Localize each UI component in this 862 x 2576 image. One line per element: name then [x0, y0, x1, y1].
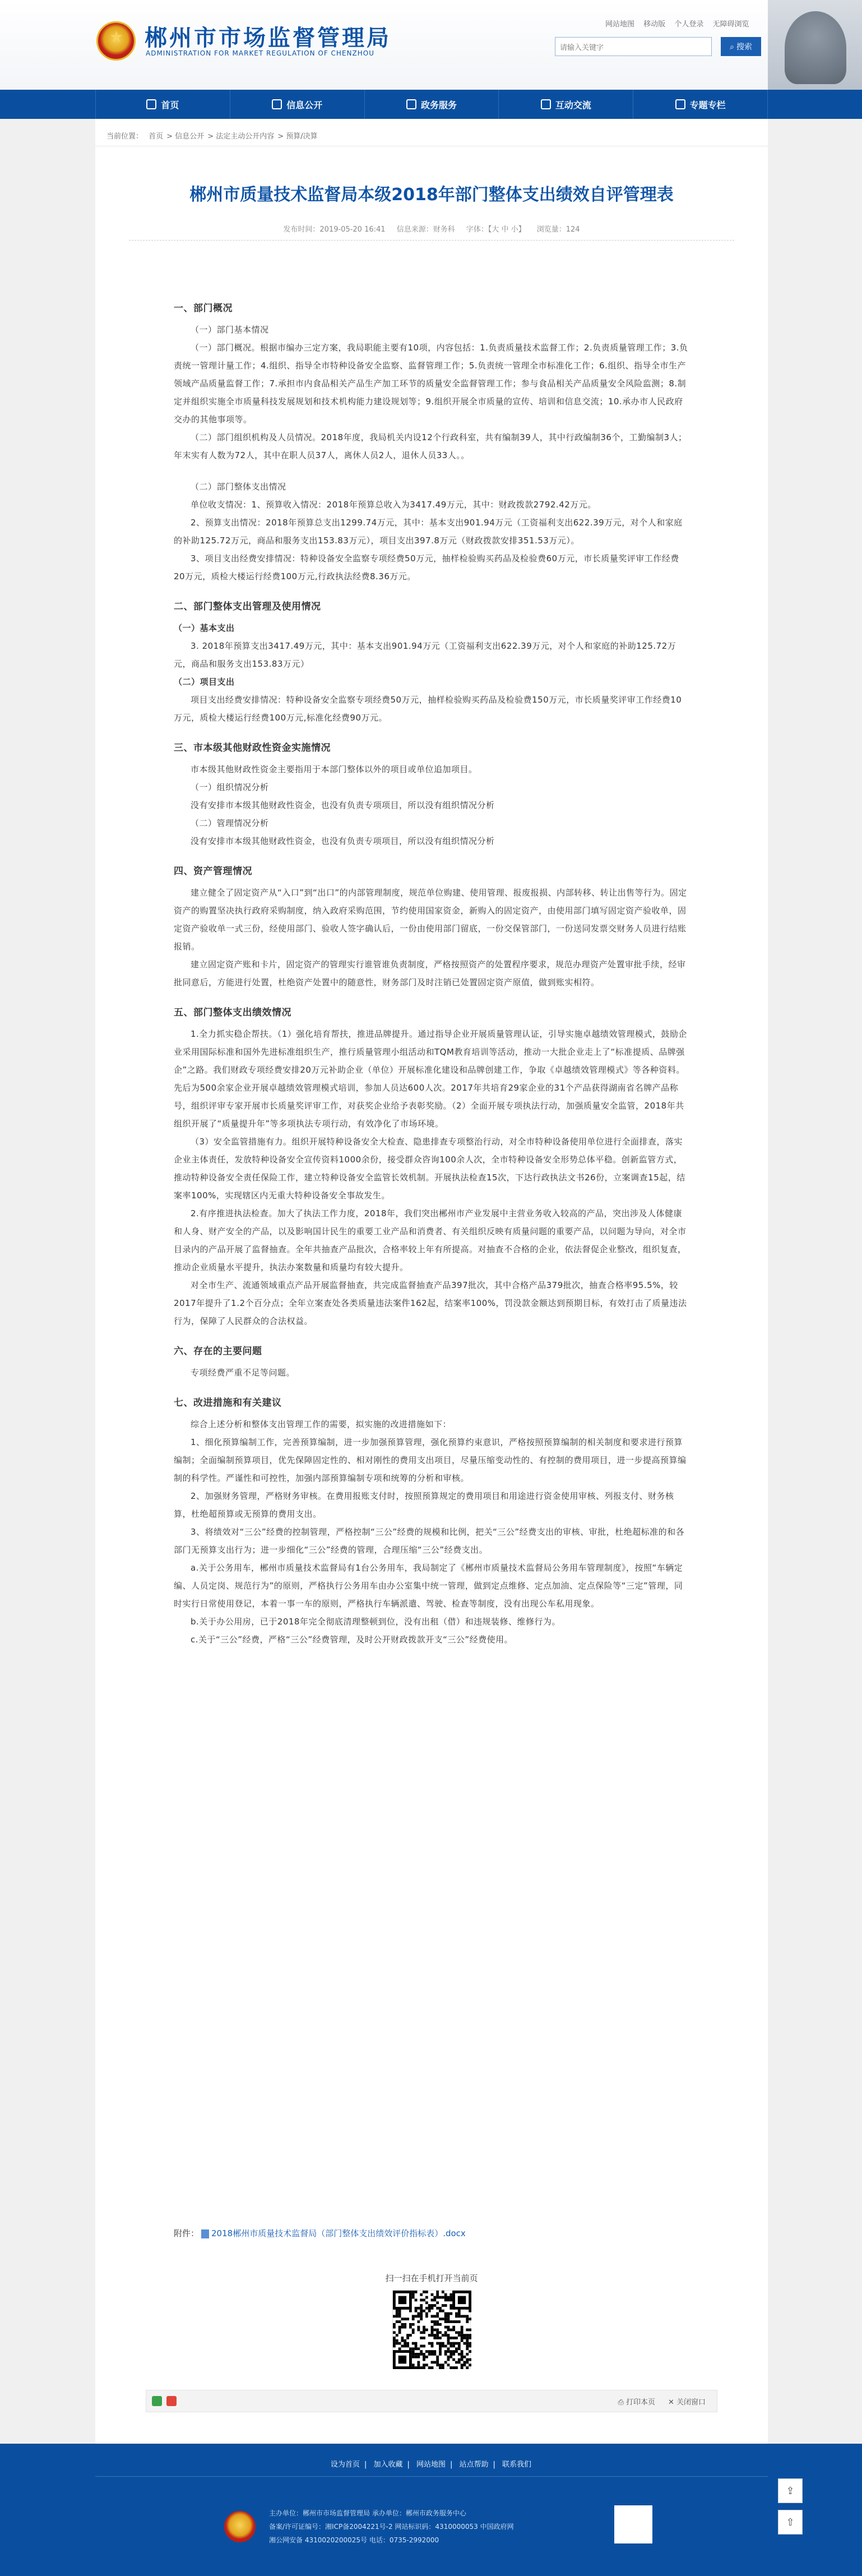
page-qr-code [392, 2290, 471, 2369]
paragraph: c.关于“三公”经费，严格“三公”经费管理，及时公开财政拨款开支“三公”经费使用。 [191, 1635, 513, 1645]
share-icon[interactable]: ⇪ [778, 2478, 803, 2503]
footer-info-line: 备案/许可证编号：湘ICP备2004221号-2 网站标识码：4310000053 中国政府网 [269, 2523, 514, 2531]
top-links [605, 18, 756, 29]
footer-links: 设为首页 | 加入收藏 | 网站地图 | 站点帮助 | 联系我们 [330, 2460, 532, 2469]
section-heading: 五、部门整体支出绩效情况 [174, 1007, 291, 1018]
paragraph: （3）安全监管措施有力。组织开展特种设备安全大检查、隐患排查专项整治行动，对全市特种设备使用单位进行全面排查，落实企业主体责任，发放特种设备安全宣传资料1000余份，接受群众咨询100余人次，全市特种设备安全形势总体平稳。创新监管方式，推动特种设备安全责任保险工作，建立特种设备安全监管长效机制。开展执法检查15次，下达行政执法文书26份，立案调查15起，结案率100%，实现辖区内无重大特种设备安全事故发生。 [174, 1137, 685, 1201]
search-button[interactable] [721, 37, 761, 56]
paragraph: 项目支出经费安排情况：特种设备安全监察专项经费50万元，抽样检验购买药品及检验费150万元，市长质量奖评审工作经费10万元，质检大楼运行经费100万元,标准化经费90万元。 [174, 695, 682, 723]
word-file-icon [201, 2229, 209, 2238]
nav-item-label: 政务服务 [420, 99, 457, 110]
paragraph: （一）基本支出 [174, 623, 235, 633]
search-icon: ⌕ [730, 41, 734, 51]
footer-link-contact[interactable]: 联系我们 [502, 2460, 532, 2469]
site-header [0, 0, 862, 90]
paragraph: （二）部门组织机构及人员情况。2018年度，我局机关内设12个行政科室，共有编制39人，其中行政编制36个，工勤编制3人；年末实有人数为72人，其中在职人员37人，离休人员2人，退休人员33人。。 [174, 432, 687, 460]
paragraph: （二）管理情况分析 [191, 818, 269, 828]
side-tools [778, 2478, 803, 2541]
search-input[interactable] [560, 41, 661, 53]
footer-link-sitemap[interactable]: 网站地图 [416, 2460, 446, 2469]
toplink-login[interactable]: 个人登录 [674, 20, 704, 29]
back-to-top-icon[interactable]: ⇧ [778, 2510, 803, 2535]
footer-info-line: 湘公网安备 4310020200025号 电话：0735-2992000 [269, 2536, 439, 2544]
breadcrumb-legal[interactable]: 法定主动公开内容 [216, 132, 275, 141]
section-heading: 二、部门整体支出管理及使用情况 [174, 601, 321, 612]
footer-info [269, 2506, 514, 2547]
toplink-mobile[interactable]: 移动版 [643, 20, 666, 29]
paragraph: 没有安排市本级其他财政性资金，也没有负责专项项目，所以没有组织情况分析 [191, 800, 495, 810]
article-toolbar [146, 2390, 717, 2412]
view-count: 浏览量：124 [536, 225, 580, 234]
page-title: 郴州市质量技术监督局本级2018年部门整体支出绩效自评管理表 [189, 185, 674, 205]
footer-qr-code [614, 2505, 652, 2543]
footer-link-favorite[interactable]: 加入收藏 [373, 2460, 403, 2469]
footer-link-homepage[interactable]: 设为首页 [330, 2460, 360, 2469]
section-heading: 七、改进措施和有关建议 [174, 1397, 282, 1409]
nav-item-services[interactable] [365, 90, 499, 119]
breadcrumb: 当前位置： 首页 > 信息公开 > 法定主动公开内容 > 预算/决算 [106, 132, 318, 141]
paragraph: 1.全力抓实稳企帮扶。（1）强化培育帮扶，推进品牌提升。通过指导企业开展质量管理认证，引导实施卓越绩效管理模式，鼓励企业采用国际标准和国外先进标准组织生产，推行质量管理小组活动和TQM教育培训等活动，推动一大批企业走上了“标准提质、品牌强企”之路。我们财政专项经费安排20万元补助企业（单位）开展标准化建设和品牌创建工作，争取《卓越绩效管理模式》等各种资料。先后为500余家企业开展卓越绩效管理模式培训，参加人员达600人次。2017年共培育29家企业的31个产品获得湖南省名牌产品称号，组织评审专家开展市长质量奖评审工作，对获奖企业给予表彰奖励。（2）全面开展专项执法行动，加强质量安全监管，2018年共组织开展了“质量提升年”等多项执法专项行动，有效净化了市场环境。 [174, 1029, 687, 1129]
main-content [95, 119, 768, 2444]
nav-item-label: 专题专栏 [689, 99, 726, 110]
print-button[interactable]: ⎙ 打印本页 [618, 2398, 655, 2407]
search-button-label: 搜索 [736, 42, 752, 51]
paragraph: （二）项目支出 [174, 677, 235, 687]
breadcrumb-home[interactable]: 首页 [149, 132, 164, 141]
section-heading: 一、部门概况 [174, 303, 233, 314]
font-size-switch[interactable]: 字体：【大 中 小】 [466, 225, 526, 234]
nav-item-info-public[interactable] [230, 90, 365, 119]
paragraph: 3、将绩效对“三公”经费的控制管理，严格控制“三公”经费的规模和比例，把关“三公”经费支出的审核、审批，杜绝超标准的和各部门无预算支出行为；进一步细化“三公”经费的管理，合理压缩“三公”经费支出。 [174, 1527, 685, 1555]
article-body [174, 287, 689, 1649]
site-footer [0, 2444, 862, 2576]
footer-link-help[interactable]: 站点帮助 [459, 2460, 489, 2469]
party-emblem-icon[interactable] [224, 2511, 256, 2542]
section-heading: 四、资产管理情况 [174, 866, 252, 877]
meta-divider [129, 240, 734, 241]
print-label: 打印本页 [625, 2398, 655, 2407]
info-source: 信息来源：财务科 [396, 225, 455, 234]
site-title[interactable]: 郴州市市场监督管理局 [145, 25, 391, 51]
national-emblem-icon [96, 21, 136, 61]
footer-divider [95, 2476, 768, 2477]
paragraph: 2、预算支出情况：2018年预算总支出1299.74万元，其中：基本支出901.94万元（工资福利支出622.39万元，对个人和家庭的补助125.72万元，商品和服务支出153.83万元），项目支出397.8万元（财政拨款安排351.53万元）。 [174, 518, 683, 546]
nav-item-topics[interactable] [633, 90, 768, 119]
nav-item-label: 信息公开 [286, 99, 323, 110]
service-icon [406, 99, 416, 109]
lion-statue-shape [785, 11, 846, 84]
toplink-accessibility[interactable]: 无障碍浏览 [712, 20, 749, 29]
paragraph: 单位收支情况：1、预算收入情况：2018年预算总收入为3417.49万元，其中：财政拨款2792.42万元。 [191, 500, 596, 510]
toplink-sitemap[interactable]: 网站地图 [605, 20, 635, 29]
paragraph: 3. 2018年预算支出3417.49万元，其中：基本支出901.94万元（工资福利支出622.39万元，对个人和家庭的补助125.72万元，商品和服务支出153.83万元） [174, 641, 676, 669]
wechat-share-icon[interactable] [152, 2396, 162, 2406]
share-buttons [152, 2396, 177, 2406]
main-nav [0, 90, 862, 119]
paragraph: b.关于办公用房，已于2018年完全彻底清理整顿到位，没有出租（借）和违规装修、维修行为。 [191, 1617, 560, 1627]
close-label: 关闭窗口 [676, 2398, 706, 2407]
article-meta [95, 223, 768, 234]
paragraph: 3、项目支出经费安排情况：特种设备安全监察专项经费50万元，抽样检验购买药品及检验费60万元，市长质量奖评审工作经费20万元，质检大楼运行经费100万元,行政执法经费8.36万元。 [174, 553, 679, 581]
paragraph: 专项经费严重不足等问题。 [191, 1368, 295, 1378]
nav-item-interaction[interactable] [499, 90, 633, 119]
close-window-button[interactable]: ✕ 关闭窗口 [668, 2398, 706, 2407]
topic-icon [675, 99, 685, 109]
attachment-prefix: 附件： [174, 2228, 200, 2238]
paragraph: 对全市生产、流通领域重点产品开展监督抽查，共完成监督抽查产品397批次，其中合格产品379批次，抽查合格率95.5%，较2017年提升了1.2个百分点；全年立案查处各类质量违法案件162起，结案率100%，罚没款金额达到预期目标，有效打击了质量违法行为，保障了人民群众的合法权益。 [174, 1280, 687, 1326]
paragraph: a.关于公务用车，郴州市质量技术监督局有1台公务用车，我局制定了《郴州市质量技术监督局公务用车管理制度》，按照“车辆定编、人员定岗、规范行为”的原则，严格执行公务用车由办公室集中统一管理，做到定点维修、定点加油、定点保险等“三定”管理，同时实行日常使用登记，本着一事一车的原则，严格执行车辆派遣、驾驶、检查等制度，没有出现公车私用现象。 [174, 1563, 683, 1609]
nav-item-label: 互动交流 [555, 99, 591, 110]
paragraph: （一）部门概况。根据市编办三定方案，我局职能主要有10项，内容包括：1.负责质量技术监督工作；2.负责质量管理工作；3.负责统一管理计量工作；4.组织、指导全市特种设备安全监察、监督管理工作；5.负责统一管理全市标准化工作；6.组织、指导全市生产领域产品质量监督工作；7.承担市内食品相关产品生产加工环节的质量安全监督管理工作；参与食品相关产品质量安全风险监测；8.制定并组织实施全市质量科技发展规划和技术机构能力建设规划等；9.组织开展全市质量的宣传、培训和信息交流；10.承办市人民政府交办的其他事项等。 [174, 343, 688, 424]
paragraph: 2、加强财务管理，严格财务审核。在费用报账支付时，按照预算规定的费用项目和用途进行资金使用审核、列报支付、财务核算，杜绝超预算或无预算的费用支出。 [174, 1491, 674, 1519]
paragraph: （一）组织情况分析 [191, 782, 269, 792]
paragraph: （一）部门基本情况 [191, 325, 269, 335]
publish-time: 发布时间：2019-05-20 16:41 [283, 225, 386, 234]
section-heading: 六、存在的主要问题 [174, 1346, 262, 1357]
attachment [174, 2227, 689, 2239]
paragraph-gap [174, 464, 689, 478]
attachment-link[interactable]: 2018郴州市质量技术监督局（部门整体支出绩效评价指标表）.docx [211, 2228, 466, 2238]
breadcrumb-info[interactable]: 信息公开 [175, 132, 205, 141]
info-icon [272, 99, 282, 109]
site-subtitle: ADMINISTRATION FOR MARKET REGULATION OF CHENZHOU [146, 49, 374, 57]
paragraph: 建立健全了固定资产从“入口”到“出口”的内部管理制度，规范单位购建、使用管理、报废报损、内部转移、转让出售等行为。固定资产的购置坚决执行政府采购制度，纳入政府采购范围，节约使用国家资金，新购入的固定资产，由使用部门填写固定资产验收单，固定资产验收单一式三份，经使用部门、验收人签字确认后，一份由使用部门留底，一份交保管部门，一份送同发票交财务人员进行结账报销。 [174, 888, 687, 952]
paragraph: 市本级其他财政性资金主要指用于本部门整体以外的项目或单位追加项目。 [191, 764, 478, 774]
paragraph: 综合上述分析和整体支出管理工作的需要，拟实施的改进措施如下： [191, 1419, 452, 1429]
paragraph: 没有安排市本级其他财政性资金，也没有负责专项项目，所以没有组织情况分析 [191, 836, 495, 846]
paragraph: 建立固定资产账和卡片，固定资产的管理实行谁管谁负责制度，严格按照资产的处置程序要求，规范办理资产处置审批手续，经审批同意后，方能进行处置，杜绝资产处置中的随意性，财务部门及时注销已处置固定资产原值，做到账实相符。 [174, 959, 686, 987]
weibo-share-icon[interactable] [166, 2396, 177, 2406]
paragraph: 2.有序推进执法检查。加大了执法工作力度，2018年，我们突出郴州市产业发展中主营业务收入较高的产品，突出涉及人体健康和人身、财产安全的产品，以及影响国计民生的重要工业产品和消费者、有关组织反映有质量问题的重要产品，以问题为导向，对全市目录内的产品开展了监督抽查。全年共抽查产品批次，合格率较上年有所提高。对抽查不合格的企业，依法督促企业整改，组织复查，推动企业质量水平提升，执法办案数量和质量均有较大提升。 [174, 1208, 687, 1272]
chat-icon [541, 99, 551, 109]
qr-title: 扫一扫在手机打开当前页 [385, 2273, 478, 2283]
home-icon [146, 99, 156, 109]
paragraph: 1、细化预算编制工作，完善预算编制，进一步加强预算管理，强化预算约束意识，严格按照预算编制的相关制度和要求进行预算编制；全面编制预算项目，优先保障固定性的、相对刚性的费用支出项目，尽量压缩变动性的、有控制的费用项目，进一步提高预算编制的科学性。严谨性和可控性，加强内部预算编制专项和统筹的分析和审核。 [174, 1437, 687, 1483]
paragraph: （二）部门整体支出情况 [191, 482, 286, 492]
lion-statue-image [768, 0, 862, 90]
search-box [555, 37, 712, 56]
qr-code-image [393, 2291, 471, 2369]
nav-item-label: 首页 [161, 99, 179, 110]
section-heading: 三、市本级其他财政性资金实施情况 [174, 742, 331, 754]
breadcrumb-prefix: 当前位置： [106, 132, 143, 141]
breadcrumb-budget[interactable]: 预算/决算 [286, 132, 318, 141]
footer-info-line: 主办单位：郴州市市场监督管理局 承办单位：郴州市政务服务中心 [269, 2509, 466, 2517]
nav-item-home[interactable] [95, 90, 230, 119]
